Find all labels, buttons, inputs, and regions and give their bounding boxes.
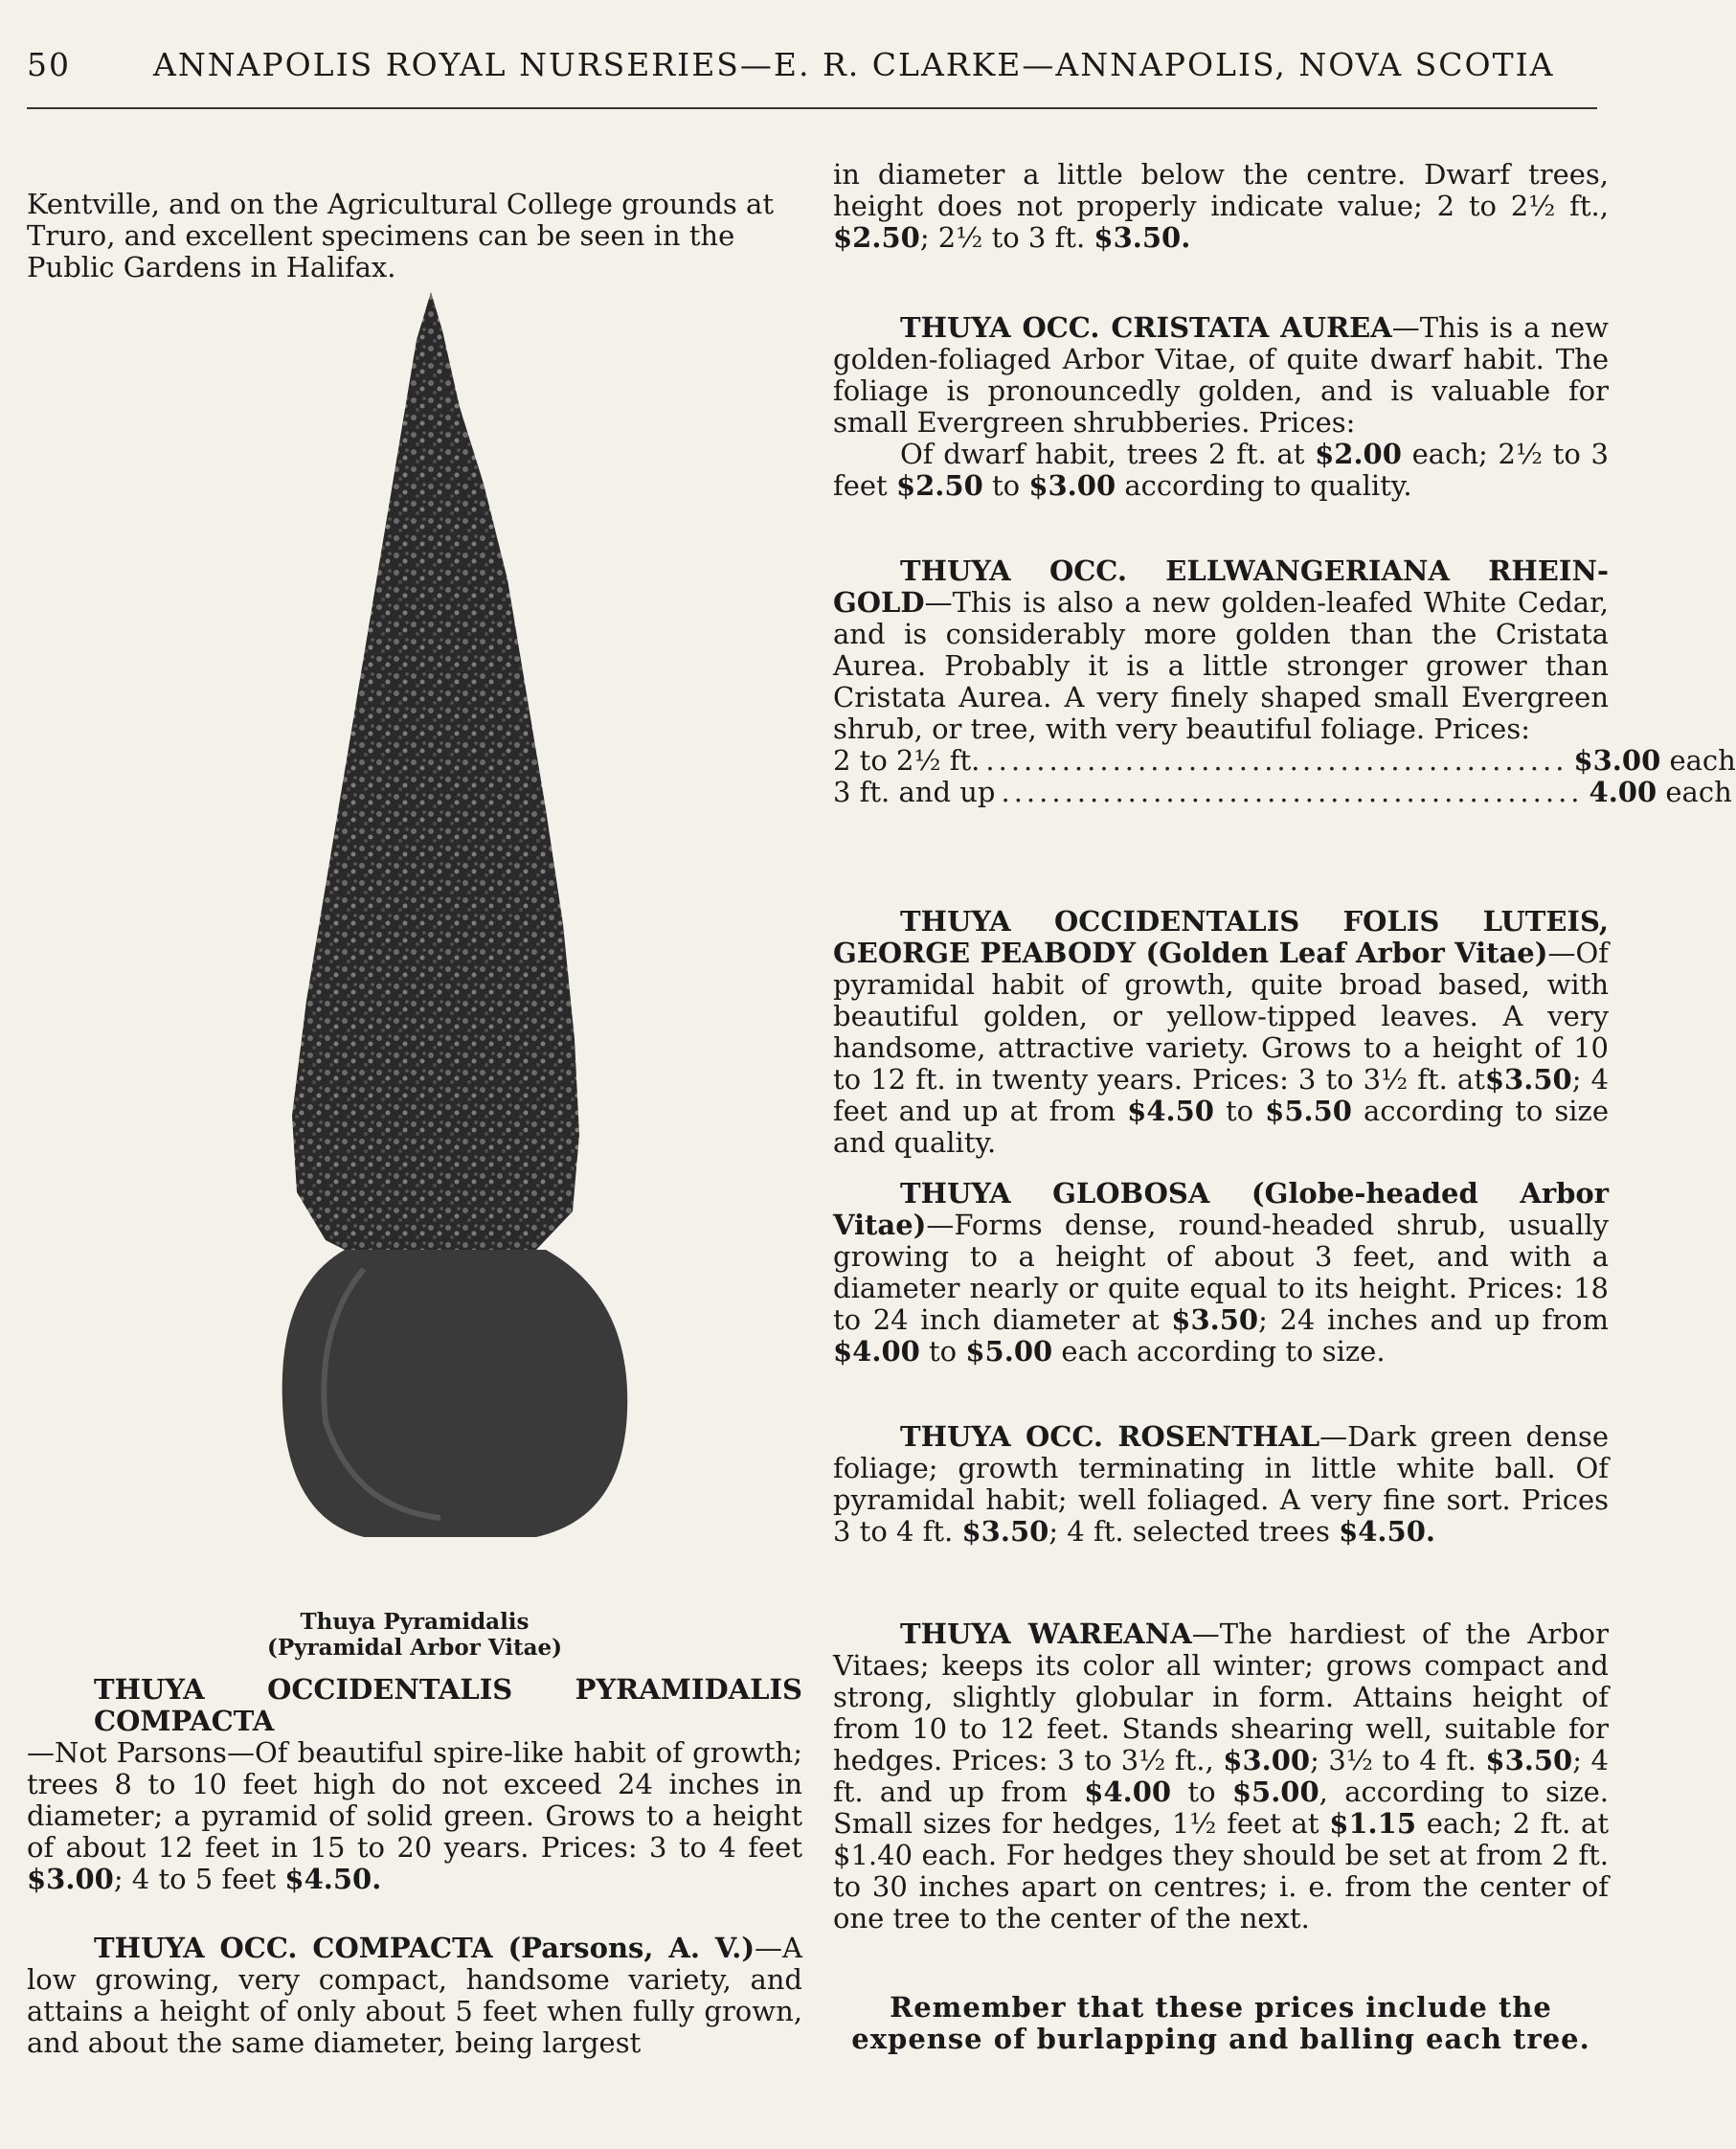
price: $3.50 xyxy=(1485,1744,1573,1776)
price-unit: each xyxy=(1665,776,1732,808)
entry-heading: THUYA OCC. COMPACTA (Parsons, A. V.) xyxy=(94,1932,755,1964)
entry-body: —This is also a new golden-leafed White Cedar, and is considerably more golden than the Cristata Aurea. Probably it is a little stronger grower than Cristata Aurea. A very finely shaped small Evergreen shrub, or tree, with very beautiful foliage. Prices: xyxy=(833,586,1609,745)
entry-text: Of dwarf habit, trees 2 ft. at xyxy=(900,438,1316,470)
entry-cristata-aurea xyxy=(833,312,1609,502)
entry-text: each; 2 ft. at $1.40 each. For hedges they should be set at from 2 ft. to 30 inches apart on centres; i. e. from the center of one tree to the center of the next. xyxy=(833,1807,1609,1934)
entry-text: ; 4 feet and up at from xyxy=(833,1063,1609,1127)
entry-text: to xyxy=(919,1335,966,1368)
entry-text: , according to size. Small sizes for hedges, 1½ feet at xyxy=(833,1776,1609,1840)
entry-continuation xyxy=(833,159,1609,254)
price: $2.50 xyxy=(895,469,983,502)
leader-dots: .............................................. xyxy=(1001,776,1584,808)
price: $5.00 xyxy=(965,1335,1053,1368)
caption-title: Thuya Pyramidalis xyxy=(300,1609,530,1635)
caption-subtitle: (Pyramidal Arbor Vitae) xyxy=(266,1635,563,1661)
price: $5.00 xyxy=(1231,1776,1319,1808)
entry-text: each; 2½ to 3 feet xyxy=(833,438,1609,502)
entry-heading: THUYA OCC. ELLWANGERIANA RHEIN-GOLD xyxy=(833,554,1609,619)
closing-note: Remember that these prices include the expense of burlapping and balling each tree. xyxy=(851,1991,1590,2055)
price: $3.50 xyxy=(1171,1303,1259,1336)
entry-body: —Forms dense, round-headed shrub, usually growing to a height of about 3 feet, and with a diameter nearly or quite equal to its height. Prices: 18 to 24 inch diameter at xyxy=(833,1209,1609,1336)
entry-text: ; 4 to 5 feet xyxy=(113,1863,285,1895)
entry-wareana xyxy=(833,1618,1609,1934)
entry-text: ; 4 ft. selected trees xyxy=(1048,1515,1340,1548)
entry-body: —The hardiest of the Arbor Vitaes; keeps its color all winter; grows compact and strong, slightly globular in form. Attains height of from 10 to 12 feet. Stands shearing well, suitable for hedges. Prices: 3 to 3½ ft., xyxy=(833,1617,1609,1776)
entry-body: —Dark green dense foliage; growth terminating in little white ball. Of pyramidal habit; well foliaged. A very fine sort. Prices 3 to 4 ft. xyxy=(833,1420,1609,1548)
entry-text: ; 24 inches and up from xyxy=(1258,1303,1609,1336)
entry-body: —Not Parsons—Of beautiful spire-like habit of growth; trees 8 to 10 feet high do not exceed 24 inches in diameter; a pyramid of solid green. Grows to a height of about 12 feet in 15 to 20 years. Prices: 3 to 4 feet xyxy=(27,1736,802,1864)
page-header xyxy=(27,46,1597,92)
entry-text: according to quality. xyxy=(1116,469,1412,502)
entry-globosa xyxy=(833,1178,1609,1368)
price: $4.50. xyxy=(1339,1515,1435,1548)
entry-text: each according to size. xyxy=(1052,1335,1386,1368)
entry-heading: THUYA OCC. ROSENTHAL xyxy=(900,1420,1320,1453)
entry-heading: THUYA OCCIDENTALIS PYRAMIDALIS COMPACTA xyxy=(94,1673,802,1737)
price: $4.00 xyxy=(1084,1776,1172,1808)
entry-text: to xyxy=(982,469,1029,502)
price: $2.50 xyxy=(833,221,920,254)
intro-paragraph: Kentville, and on the Agricultural College grounds at Truro, and excellent specimens can be seen in the Public Gardens in Halifax. xyxy=(27,188,774,283)
photo-caption xyxy=(27,1609,802,1661)
price-row xyxy=(833,744,1736,777)
entry-heading: THUYA WAREANA xyxy=(900,1617,1192,1650)
entry-text: according to size and quality. xyxy=(833,1095,1609,1159)
entry-ellwangeriana xyxy=(833,554,1736,808)
price-size: 3 ft. and up xyxy=(833,776,996,808)
entry-folis-luteis xyxy=(833,906,1609,1159)
price: $3.00 xyxy=(1028,469,1116,502)
thuya-pyramidalis-photo xyxy=(220,292,651,1575)
price-size: 2 to 2½ ft. xyxy=(833,744,981,777)
page-number: 50 xyxy=(27,46,71,83)
price: $3.00 xyxy=(27,1863,114,1895)
price: $4.00 xyxy=(833,1335,920,1368)
price-unit: each xyxy=(1669,744,1736,777)
entry-body: —This is a new golden-foliaged Arbor Vitae, of quite dwarf habit. The foliage is pronouncedly golden, and is valuable for small Evergreen shrubberies. Prices: xyxy=(833,311,1609,439)
entry-text: to xyxy=(1171,1776,1232,1808)
entry-heading: THUYA GLOBOSA (Globe-headed Arbor Vitae) xyxy=(833,1177,1609,1241)
entry-compacta-parsons xyxy=(27,1933,802,2059)
price: $1.15 xyxy=(1329,1807,1416,1840)
price: $2.00 xyxy=(1315,438,1402,470)
price: $5.50 xyxy=(1265,1095,1352,1127)
entry-text: in diameter a little below the centre. Dwarf trees, height does not properly indicate value; 2 to 2½ ft., xyxy=(833,158,1609,222)
price: $4.50 xyxy=(1127,1095,1214,1127)
price: $3.50 xyxy=(1484,1063,1572,1096)
entry-heading: THUYA OCCIDENTALIS FOLIS LUTEIS, GEORGE PEABODY (Golden Leaf Arbor Vitae) xyxy=(833,905,1609,969)
price: $3.00 xyxy=(1573,744,1661,777)
price: 4.00 xyxy=(1589,776,1657,808)
entry-heading: THUYA OCC. CRISTATA AUREA xyxy=(900,311,1392,344)
price: $3.50. xyxy=(1093,221,1191,254)
entry-text: ; 2½ to 3 ft. xyxy=(919,221,1094,254)
price: $3.50 xyxy=(961,1515,1049,1548)
header-rule xyxy=(27,107,1597,109)
entry-body: —A low growing, very compact, handsome variety, and attains a height of only about 5 feet when fully grown, and about the same diameter, being largest xyxy=(27,1932,802,2059)
price: $3.00 xyxy=(1223,1744,1311,1776)
price-row xyxy=(833,776,1732,808)
entry-body: —Of pyramidal habit of growth, quite broad based, with beautiful golden, or yellow-tipped leaves. A very handsome, attractive variety. Grows to a height of 10 to 12 ft. in twenty years. Prices: 3 to 3½ ft. at xyxy=(833,937,1609,1096)
leader-dots: .............................................. xyxy=(985,744,1568,777)
entry-text: ; 4 ft. and up from xyxy=(833,1744,1609,1808)
entry-pyramidalis-compacta xyxy=(27,1674,802,1895)
entry-text: ; 3½ to 4 ft. xyxy=(1310,1744,1486,1776)
entry-rosenthal xyxy=(833,1421,1609,1548)
price: $4.50. xyxy=(284,1863,382,1895)
entry-text: to xyxy=(1213,1095,1266,1127)
running-title: ANNAPOLIS ROYAL NURSERIES—E. R. CLARKE—ANNAPOLIS, NOVA SCOTIA xyxy=(153,46,1555,83)
